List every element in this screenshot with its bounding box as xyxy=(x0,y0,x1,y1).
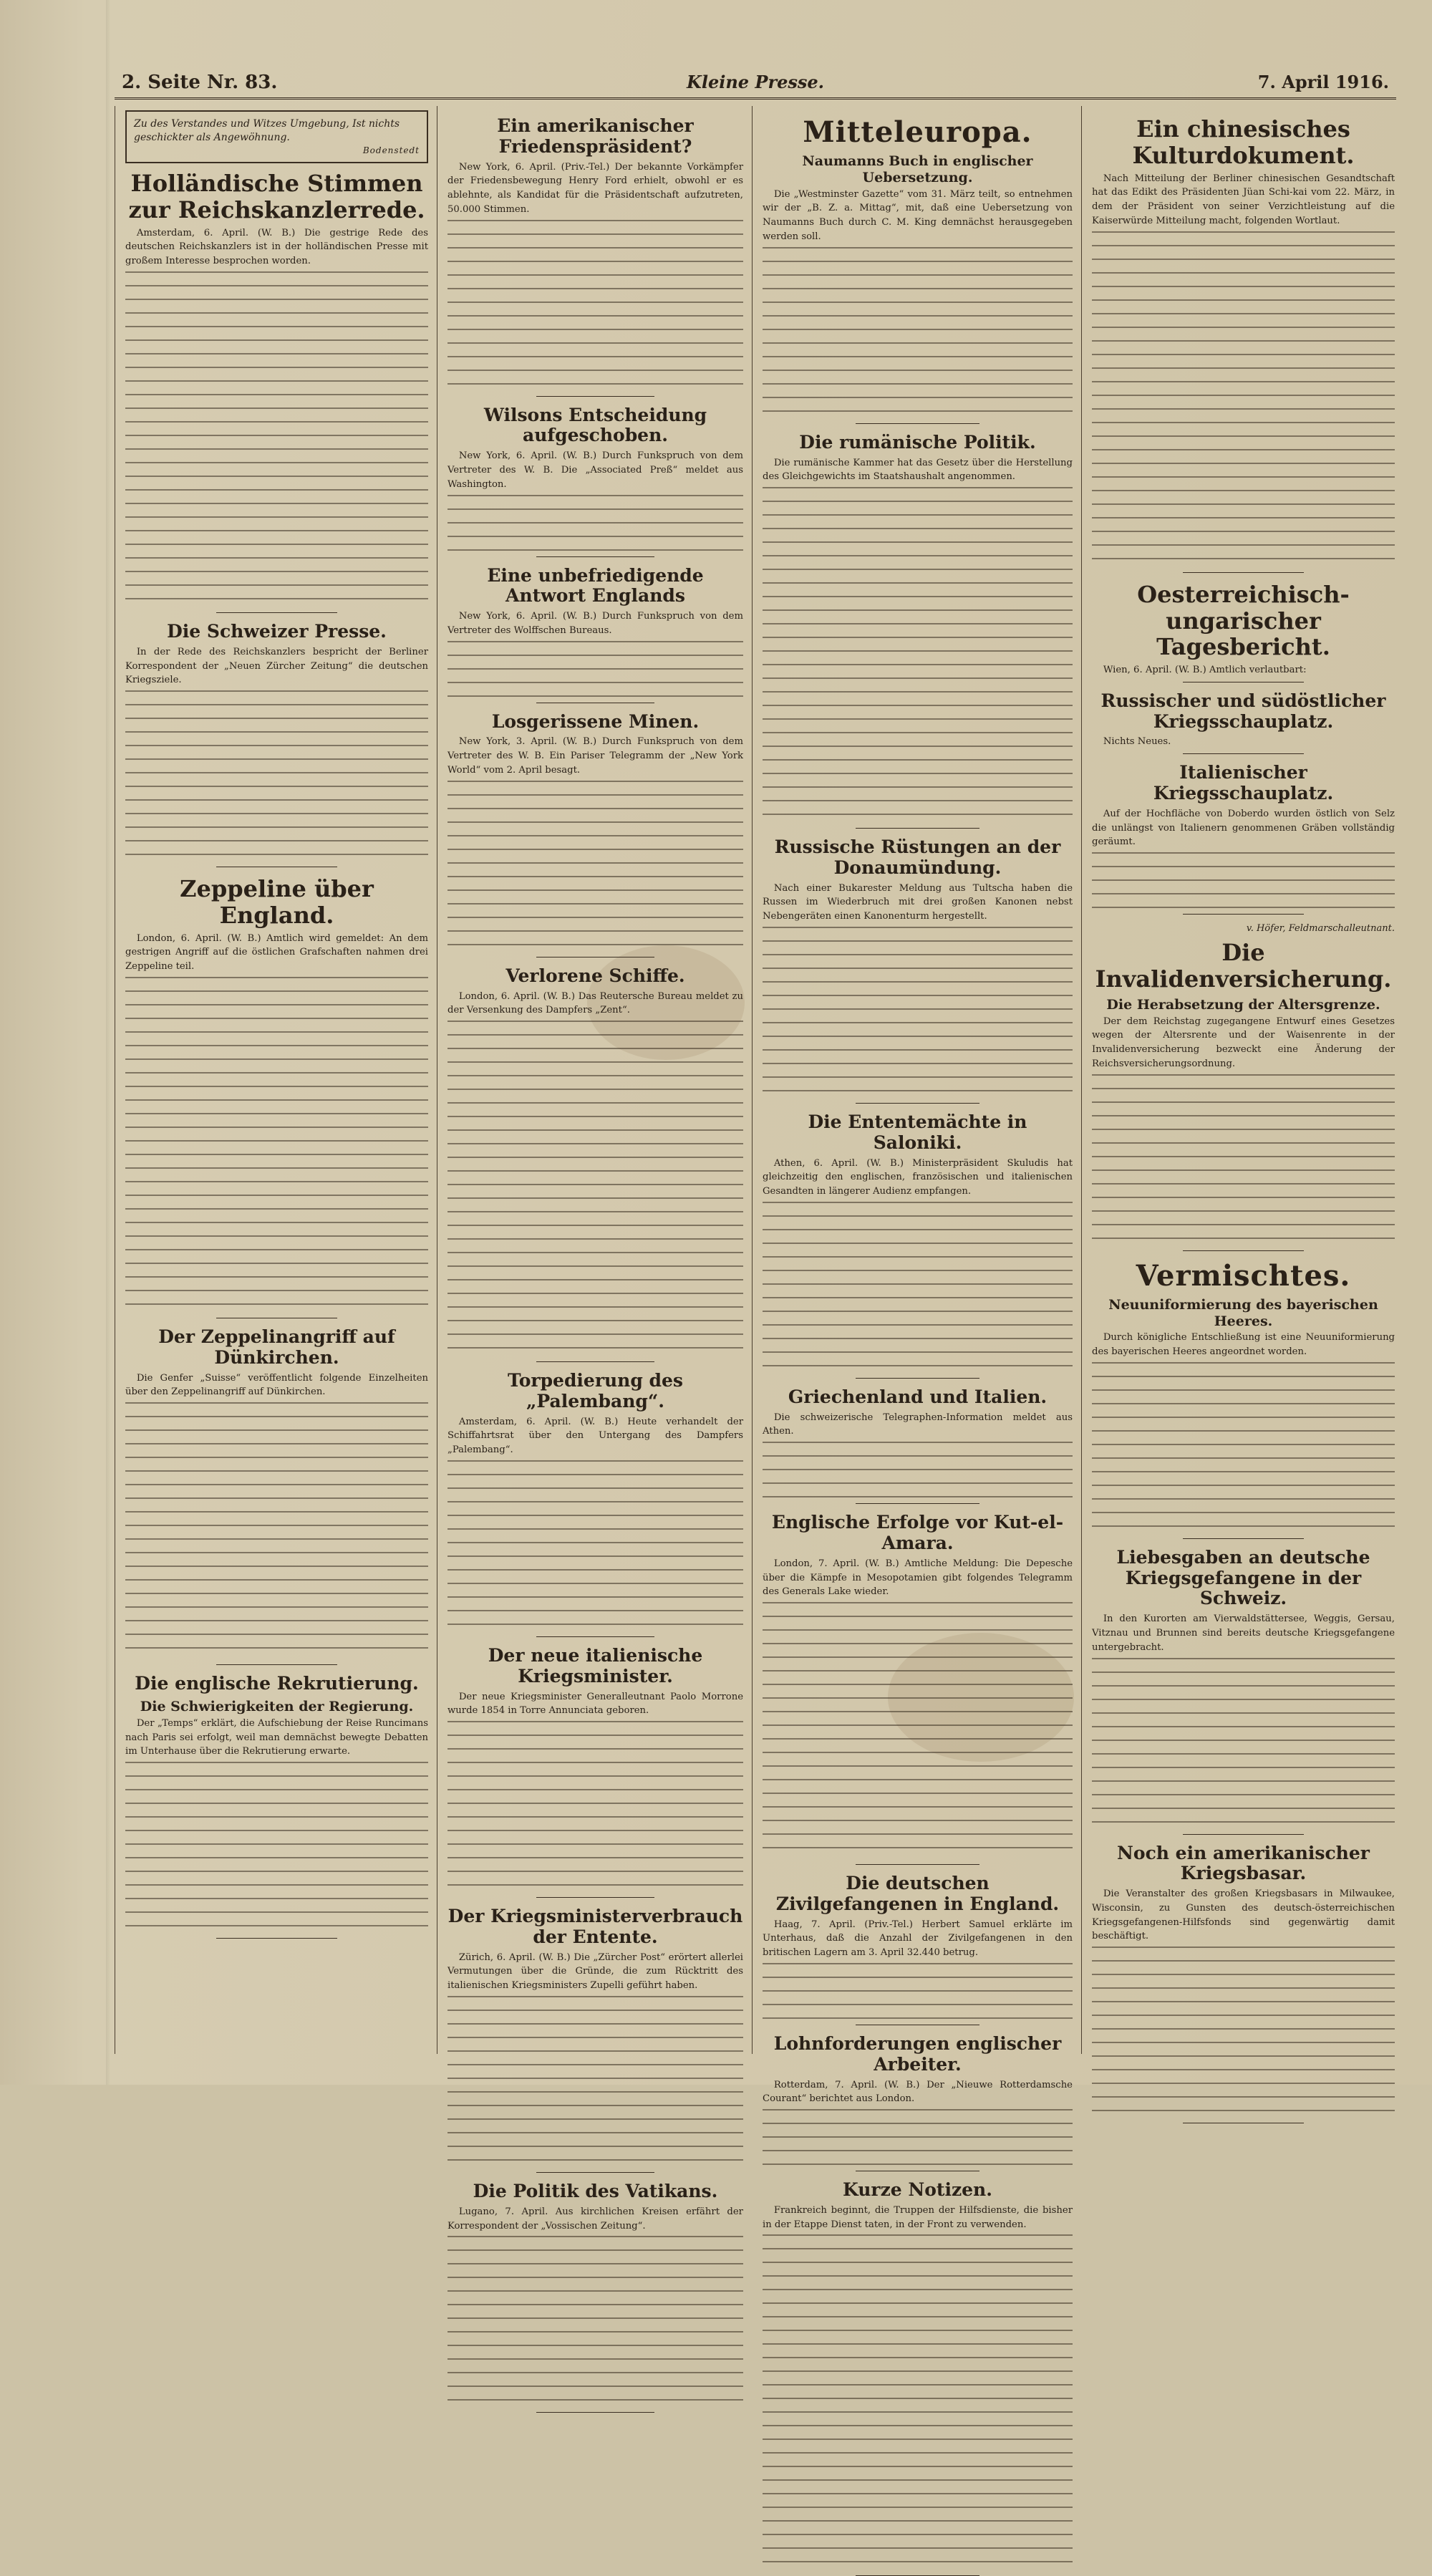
article-lead-text: Wien, 6. April. (W. B.) Amtlich verlautbart: xyxy=(1103,665,1307,676)
epigraph-box xyxy=(125,110,428,163)
article-body-lines xyxy=(1092,1947,1395,2118)
article-divider xyxy=(856,828,979,829)
article-body-lines xyxy=(448,1460,743,1632)
article-headline: Griechenland und Italien. xyxy=(788,1386,1048,1407)
article-headline: Der Kriegsministerverbrauch der Entente. xyxy=(448,1906,743,1947)
news-article xyxy=(763,1513,1073,1865)
article-divider xyxy=(1183,1834,1304,1835)
article-body-lines xyxy=(125,1762,428,1934)
news-article xyxy=(125,622,428,867)
article-lead-text: Rotterdam, 7. April. (W. B.) Der „Nieuwe Rotterdamsche Courant“ berichtet aus London. xyxy=(763,2079,1073,2105)
news-article xyxy=(763,1387,1073,1504)
article-divider xyxy=(1183,1250,1304,1251)
news-article xyxy=(1092,1260,1395,1539)
news-article xyxy=(448,405,743,557)
article-body-lines xyxy=(763,927,1073,1099)
news-article xyxy=(448,566,743,703)
article-headline: Russischer und südöstlicher Kriegsschauplatz. xyxy=(1100,690,1386,732)
article-body-lines xyxy=(1092,852,1395,910)
article-body-lines xyxy=(448,641,743,698)
news-article xyxy=(125,1327,428,1665)
article-divider xyxy=(856,1864,979,1865)
article-body-lines xyxy=(1092,1362,1395,1534)
article-headline: Die englische Rekrutierung. xyxy=(135,1673,419,1694)
article-lead-text: Die rumänische Kammer hat das Gesetz über die Herstellung des Gleichgewichts im Staatshaushalt angenommen. xyxy=(763,457,1073,483)
article-body-lines xyxy=(1092,1074,1395,1246)
article-headline: Die Invalidenversicherung. xyxy=(1095,939,1392,993)
article-lead-text: London, 6. April. (W. B.) Das Reutersche Bureau meldet zu der Versenkung des Dampfers „Zent“. xyxy=(448,990,743,1016)
masthead-title: Kleine Presse. xyxy=(686,72,825,92)
article-headline: Russische Rüstungen an der Donaumündung. xyxy=(774,836,1061,878)
article-body-lines xyxy=(763,2234,1073,2571)
article-body-lines xyxy=(1092,231,1395,568)
epigraph-text: Zu des Verstandes und Witzes Umgebung, Ist nichts geschickter als Angewöhnung. xyxy=(134,118,400,143)
article-body-lines xyxy=(125,1402,428,1660)
article-body-lines xyxy=(448,1996,743,2168)
article-divider xyxy=(856,1378,979,1379)
article-lead-text: New York, 6. April. (W. B.) Durch Funkspruch von dem Vertreter des W. B. Die „Associated Preß“ meldet aus Washington. xyxy=(448,450,743,490)
article-body-lines xyxy=(448,1021,743,1357)
article-divider xyxy=(1183,1538,1304,1539)
news-article xyxy=(763,837,1073,1104)
article-headline: Torpedierung des „Palembang“. xyxy=(507,1370,684,1412)
news-article xyxy=(1092,940,1395,1251)
article-body-lines xyxy=(448,495,743,552)
article-headline: Verlorene Schiffe. xyxy=(505,965,685,986)
binding-shadow xyxy=(106,0,110,2085)
article-divider xyxy=(536,1361,654,1362)
article-headline: Wilsons Entscheidung aufgeschoben. xyxy=(483,404,707,446)
news-article xyxy=(448,1371,743,1637)
article-body-lines xyxy=(125,271,428,608)
article-headline: Kurze Notizen. xyxy=(843,2179,992,2201)
news-article xyxy=(448,1646,743,1898)
article-divider xyxy=(536,556,654,557)
article-lead-text: Die „Westminster Gazette“ vom 31. März teilt, so entnehmen wir der „B. Z. a. Mittag“, mit, daß eine Uebersetzung von Naumanns Buch durch C. M. King demnächst herausgegeben werden soll. xyxy=(763,188,1073,242)
news-article xyxy=(1092,1843,1395,2124)
article-body-lines xyxy=(763,2109,1073,2166)
article-headline: Zeppeline über England. xyxy=(180,875,374,929)
article-body-lines xyxy=(448,1721,743,1893)
news-article xyxy=(1092,763,1395,915)
article-headline: Englische Erfolge vor Kut-el-Amara. xyxy=(771,1512,1064,1553)
news-article xyxy=(763,2180,1073,2576)
article-lead-text: Durch königliche Entschließung ist eine Neuuniformierung des bayerischen Heeres angeordnet worden. xyxy=(1092,1332,1395,1358)
article-divider xyxy=(536,2412,654,2413)
news-article xyxy=(1092,582,1395,682)
article-headline: Holländische Stimmen zur Reichskanzlerrede. xyxy=(128,169,425,223)
article-lead-text: Frankreich beginnt, die Truppen der Hilfsdienste, die bisher in der Etappe Dienst taten, in der Front zu verwenden. xyxy=(763,2204,1073,2230)
news-article xyxy=(448,712,743,957)
news-article xyxy=(763,433,1073,829)
article-headline: Die Politik des Vatikans. xyxy=(473,2181,718,2202)
news-article xyxy=(448,2181,743,2413)
article-headline: Lohnforderungen englischer Arbeiter. xyxy=(773,2033,1062,2075)
page-number-label: 2. Seite Nr. 83. xyxy=(122,72,278,93)
article-divider xyxy=(1183,572,1304,573)
article-lead-text: Haag, 7. April. (Priv.-Tel.) Herbert Samuel erklärte im Unterhaus, daß die Anzahl der Zivilgefangenen in den britischen Lagern am 3. April 32.440 betrug. xyxy=(763,1919,1073,1959)
article-lead-text: Nach einer Bukarester Meldung aus Tultscha haben die Russen im Wiederbruch mit drei großen Kanonen nebst Nebengeräten einen Kanonenturm hergestellt. xyxy=(763,882,1073,922)
article-divider xyxy=(1183,753,1304,754)
article-headline: Der Zeppelinangriff auf Dünkirchen. xyxy=(158,1326,395,1368)
news-article xyxy=(763,2034,1073,2171)
article-subheadline: Neuuniformierung des bayerischen Heeres. xyxy=(1108,1296,1378,1329)
article-body-lines xyxy=(448,781,743,952)
column-4 xyxy=(1081,106,1403,2054)
article-headline: Die deutschen Zivilgefangenen in England. xyxy=(775,1873,1060,1914)
article-lead-text: Die schweizerische Telegraphen-Information meldet aus Athen. xyxy=(763,1412,1073,1437)
news-article xyxy=(763,1112,1073,1379)
article-lead-text: London, 7. April. (W. B.) Amtliche Meldung: Die Depesche über die Kämpfe in Mesopotamien gibt folgendes Telegramm des Generals Lake wieder. xyxy=(763,1558,1073,1598)
news-article xyxy=(1092,116,1395,573)
article-lead-text: Die Veranstalter des großen Kriegsbasars in Milwaukee, Wisconsin, zu Gunsten des deutsch-österreichischen Kriegsgefangenen-Hilfsfonds sind gegenwärtig damit beschäftigt. xyxy=(1092,1888,1395,1942)
column-2 xyxy=(437,106,752,2232)
article-lead-text: Der „Temps“ erklärt, die Aufschiebung der Reise Runcimans nach Paris sei erfolgt, weil man demnächst bewegte Debatten im Unterhause über die Rekrutierung erwarte. xyxy=(125,1717,428,1757)
article-divider xyxy=(856,1503,979,1504)
news-article xyxy=(763,116,1073,424)
article-body-lines xyxy=(763,1963,1073,2020)
article-body-lines xyxy=(448,2236,743,2408)
article-divider xyxy=(1183,914,1304,915)
article-headline: Liebesgaben an deutsche Kriegsgefangene in der Schweiz. xyxy=(1116,1546,1370,1609)
article-headline: Losgerissene Minen. xyxy=(491,710,700,732)
page-header xyxy=(115,69,1396,100)
epigraph-source: Bodenstedt xyxy=(362,145,420,155)
article-body-lines xyxy=(125,977,428,1313)
article-headline: Oesterreichisch-ungarischer Tagesbericht. xyxy=(1137,580,1350,661)
article-divider xyxy=(536,396,654,397)
article-lead-text: Zürich, 6. April. (W. B.) Die „Zürcher Post“ erörtert allerlei Vermutungen über die Gründe, die zum Rücktritt des italienischen Kriegsministers Zupelli geführt haben. xyxy=(448,1952,743,1992)
article-lead-text: New York, 6. April. (W. B.) Durch Funkspruch von dem Vertreter des Wolffschen Bureaus. xyxy=(448,611,743,636)
news-article xyxy=(1092,691,1395,754)
news-article xyxy=(448,1906,743,2173)
article-lead-text: Der dem Reichstag zugegangene Entwurf eines Gesetzes wegen der Altersrente und der Waisenrente in der Invalidenversicherung bezweckt eine Änderung der Reichsversicherungsordnung. xyxy=(1092,1016,1395,1069)
news-article xyxy=(125,876,428,1318)
article-divider xyxy=(536,2172,654,2173)
news-article xyxy=(125,170,428,613)
article-divider xyxy=(216,1938,337,1939)
article-headline: Ein chinesisches Kulturdokument. xyxy=(1132,115,1355,169)
article-subheadline: Die Schwierigkeiten der Regierung. xyxy=(140,1698,414,1714)
article-headline: Eine unbefriedigende Antwort Englands xyxy=(487,564,704,607)
article-body-lines xyxy=(448,220,743,392)
article-lead-text: New York, 6. April. (Priv.-Tel.) Der bekannte Vorkämpfer der Friedensbewegung Henry Ford erhielt, obwohl er es ablehnte, als Kandidat für die Präsidentschaft aufzutreten, 50.000 Stimmen. xyxy=(448,161,743,215)
article-body-lines xyxy=(763,487,1073,824)
news-article xyxy=(125,1674,428,1939)
news-article xyxy=(448,966,743,1362)
article-lead-text: Die Genfer „Suisse“ veröffentlicht folgende Einzelheiten über den Zeppelinangriff auf Dünkirchen. xyxy=(125,1372,428,1398)
issue-date: 7. April 1916. xyxy=(1257,72,1389,92)
article-lead-text: Nach Mitteilung der Berliner chinesischen Gesandtschaft hat das Edikt des Präsidenten Jüan Schi-kai vom 22. März, in dem der Präsident von seiner Verzichtleistung auf die Kaiserwürde Mitteilung macht, folgenden Wortlaut. xyxy=(1092,173,1395,226)
article-lead-text: Auf der Hochfläche von Doberdo wurden östlich von Selz die unlängst von Italienern genommenen Gräben vollständig geräumt. xyxy=(1092,808,1395,848)
article-divider xyxy=(216,1664,337,1665)
article-headline: Noch ein amerikanischer Kriegsbasar. xyxy=(1117,1842,1370,1884)
column-1 xyxy=(115,106,437,2054)
article-divider xyxy=(536,1636,654,1637)
news-article xyxy=(763,1873,1073,2025)
article-body-lines xyxy=(763,1202,1073,1374)
article-subheadline: Die Herabsetzung der Altersgrenze. xyxy=(1106,996,1380,1013)
article-divider xyxy=(856,1103,979,1104)
column-3 xyxy=(752,106,1081,2230)
article-body-lines xyxy=(763,1442,1073,1499)
article-lead-text: Athen, 6. April. (W. B.) Ministerpräsident Skuludis hat gleichzeitig den englischen, französischen und italienischen Gesandten in längerer Audienz empfangen. xyxy=(763,1157,1073,1197)
article-lead-text: London, 6. April. (W. B.) Amtlich wird gemeldet: An dem gestrigen Angriff auf die östlichen Grafschaften nahmen drei Zeppeline teil. xyxy=(125,932,428,973)
news-article xyxy=(448,116,743,397)
article-lead-text: New York, 3. April. (W. B.) Durch Funkspruch von dem Vertreter des W. B. Ein Pariser Telegramm der „New York World“ vom 2. April besagt. xyxy=(448,736,743,776)
article-divider xyxy=(536,1897,654,1898)
article-headline: Der neue italienische Kriegsminister. xyxy=(488,1645,703,1687)
report-signature: v. Höfer, Feldmarschalleutnant. xyxy=(1246,923,1395,935)
article-divider xyxy=(856,423,979,424)
article-body-lines xyxy=(763,1602,1073,1860)
article-lead-text: Amsterdam, 6. April. (W. B.) Heute verhandelt der Schiffahrtsrat über den Untergang des Dampfers „Palembang“. xyxy=(448,1416,743,1456)
article-headline: Die Schweizer Presse. xyxy=(167,620,387,642)
article-body-lines xyxy=(1092,1658,1395,1830)
article-lead-text: Der neue Kriegsminister Generalleutnant Paolo Morrone wurde 1854 in Torre Annunciata geboren. xyxy=(448,1691,743,1717)
article-divider xyxy=(216,612,337,613)
article-body-lines xyxy=(763,247,1073,419)
article-lead-text: Amsterdam, 6. April. (W. B.) Die gestrige Rede des deutschen Reichskanzlers ist in der holländischen Presse mit großem Interesse besprochen worden. xyxy=(125,227,428,267)
article-lead-text: Lugano, 7. April. Aus kirchlichen Kreisen erfährt der Korrespondent der „Vossischen Zeitung“. xyxy=(448,2206,743,2232)
article-headline: Die Ententemächte in Saloniki. xyxy=(808,1111,1027,1153)
article-headline: Vermischtes. xyxy=(1136,1258,1351,1293)
article-lead-text: In den Kurorten am Vierwaldstättersee, Weggis, Gersau, Vitznau und Brunnen sind bereits deutsche Kriegsgefangene untergebracht. xyxy=(1092,1613,1395,1653)
article-headline: Ein amerikanischer Friedenspräsident? xyxy=(497,115,694,157)
news-article xyxy=(1092,1548,1395,1835)
article-headline: Italienischer Kriegsschauplatz. xyxy=(1153,762,1334,804)
article-subheadline: Naumanns Buch in englischer Uebersetzung. xyxy=(802,153,1033,185)
article-headline: Die rumänische Politik. xyxy=(799,431,1036,453)
article-body-lines xyxy=(125,690,428,862)
article-headline: Mitteleuropa. xyxy=(803,115,1032,149)
article-lead-text: Nichts Neues. xyxy=(1103,736,1171,748)
article-lead-text: In der Rede des Reichskanzlers bespricht der Berliner Korrespondent der „Neuen Zürcher Zeitung“ die deutschen Kriegsziele. xyxy=(125,646,428,686)
